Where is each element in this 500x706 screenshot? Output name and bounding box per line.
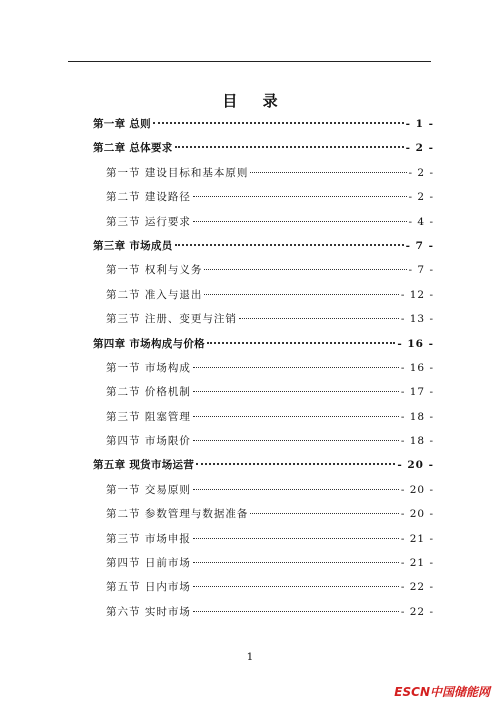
entry-label: 第二章 总体要求 xyxy=(93,142,173,155)
dot-leader xyxy=(193,562,399,563)
toc-section-entry[interactable] xyxy=(93,307,434,331)
entry-label: 第二节 参数管理与数据准备 xyxy=(106,508,249,521)
dot-leader xyxy=(193,586,399,587)
entry-label: 第一节 建设目标和基本原则 xyxy=(106,166,249,179)
dot-leader xyxy=(175,244,404,246)
entry-page-number: - 21 - xyxy=(400,557,434,570)
toc-chapter-entry[interactable] xyxy=(93,136,434,160)
dot-leader xyxy=(193,440,399,441)
toc-section-entry[interactable] xyxy=(93,478,434,502)
header-rule xyxy=(68,61,431,62)
entry-label: 第四节 日前市场 xyxy=(106,557,191,570)
entry-page-number: - 17 - xyxy=(400,386,434,399)
entry-label: 第三节 注册、变更与注销 xyxy=(106,313,237,326)
dot-leader xyxy=(239,318,399,319)
entry-page-number: - 16 - xyxy=(397,337,434,350)
page-number: 1 xyxy=(246,651,254,663)
entry-label: 第一节 市场构成 xyxy=(106,361,191,374)
entry-page-number: - 21 - xyxy=(400,532,434,545)
toc-section-entry[interactable] xyxy=(93,527,434,551)
dot-leader xyxy=(250,513,399,514)
toc-section-entry[interactable] xyxy=(93,185,434,209)
dot-leader xyxy=(196,463,395,465)
dot-leader xyxy=(250,172,406,173)
entry-label: 第四章 市场构成与价格 xyxy=(93,337,205,350)
dot-leader xyxy=(207,342,395,344)
entry-label: 第六节 实时市场 xyxy=(106,605,191,618)
entry-label: 第五章 现货市场运营 xyxy=(93,459,195,472)
entry-label: 第三节 阻塞管理 xyxy=(106,410,191,423)
dot-leader xyxy=(193,538,399,539)
entry-page-number: - 4 - xyxy=(408,215,434,228)
entry-page-number: - 7 - xyxy=(405,239,434,252)
dot-leader xyxy=(204,269,406,270)
dot-leader xyxy=(193,221,407,222)
toc-section-entry[interactable] xyxy=(93,258,434,282)
dot-leader xyxy=(193,196,407,197)
entry-label: 第三章 市场成员 xyxy=(93,239,173,252)
toc-section-entry[interactable] xyxy=(93,502,434,526)
entry-label: 第三节 运行要求 xyxy=(106,215,191,228)
toc-section-entry[interactable] xyxy=(93,161,434,185)
toc-chapter-entry[interactable] xyxy=(93,112,434,136)
dot-leader xyxy=(193,416,399,417)
dot-leader xyxy=(193,391,399,392)
toc-chapter-entry[interactable] xyxy=(93,453,434,477)
toc-section-entry[interactable] xyxy=(93,551,434,575)
entry-page-number: - 13 - xyxy=(400,313,434,326)
toc-section-entry[interactable] xyxy=(93,356,434,380)
entry-page-number: - 12 - xyxy=(400,288,434,301)
entry-page-number: - 1 - xyxy=(405,118,434,130)
toc-section-entry[interactable] xyxy=(93,405,434,429)
dot-leader xyxy=(175,146,404,148)
entry-page-number: - 22 - xyxy=(400,581,434,594)
entry-page-number: - 2 - xyxy=(408,191,434,204)
entry-page-number: - 20 - xyxy=(397,459,434,472)
entry-page-number: - 16 - xyxy=(400,361,434,374)
entry-label: 第三节 市场申报 xyxy=(106,532,191,545)
entry-page-number: - 22 - xyxy=(400,605,434,618)
watermark-logo: ESCN中国储能网 xyxy=(394,685,490,699)
dot-leader xyxy=(204,294,399,295)
dot-leader xyxy=(193,367,399,368)
table-of-contents xyxy=(93,112,434,624)
toc-section-entry[interactable] xyxy=(93,429,434,453)
toc-chapter-entry[interactable] xyxy=(93,234,434,258)
toc-section-entry[interactable] xyxy=(93,600,434,624)
toc-title: 目 录 xyxy=(222,92,288,110)
entry-page-number: - 7 - xyxy=(408,264,434,277)
entry-page-number: - 20 - xyxy=(400,483,434,496)
toc-section-entry[interactable] xyxy=(93,575,434,599)
toc-section-entry[interactable] xyxy=(93,380,434,404)
entry-label: 第一节 权利与义务 xyxy=(106,264,203,277)
entry-label: 第二节 建设路径 xyxy=(106,191,191,204)
entry-page-number: - 20 - xyxy=(400,508,434,521)
toc-section-entry[interactable] xyxy=(93,283,434,307)
entry-label: 第五节 日内市场 xyxy=(106,581,191,594)
toc-chapter-entry[interactable] xyxy=(93,332,434,356)
dot-leader xyxy=(153,122,404,124)
entry-page-number: - 18 - xyxy=(400,435,434,448)
toc-section-entry[interactable] xyxy=(93,210,434,234)
dot-leader xyxy=(193,489,399,490)
entry-label: 第四节 市场限价 xyxy=(106,435,191,448)
entry-page-number: - 2 - xyxy=(405,142,434,155)
entry-label: 第一章 总则 xyxy=(93,118,151,130)
entry-page-number: - 2 - xyxy=(408,166,434,179)
entry-label: 第二节 准入与退出 xyxy=(106,288,203,301)
entry-label: 第二节 价格机制 xyxy=(106,386,191,399)
entry-label: 第一节 交易原则 xyxy=(106,483,191,496)
dot-leader xyxy=(193,611,399,612)
entry-page-number: - 18 - xyxy=(400,410,434,423)
